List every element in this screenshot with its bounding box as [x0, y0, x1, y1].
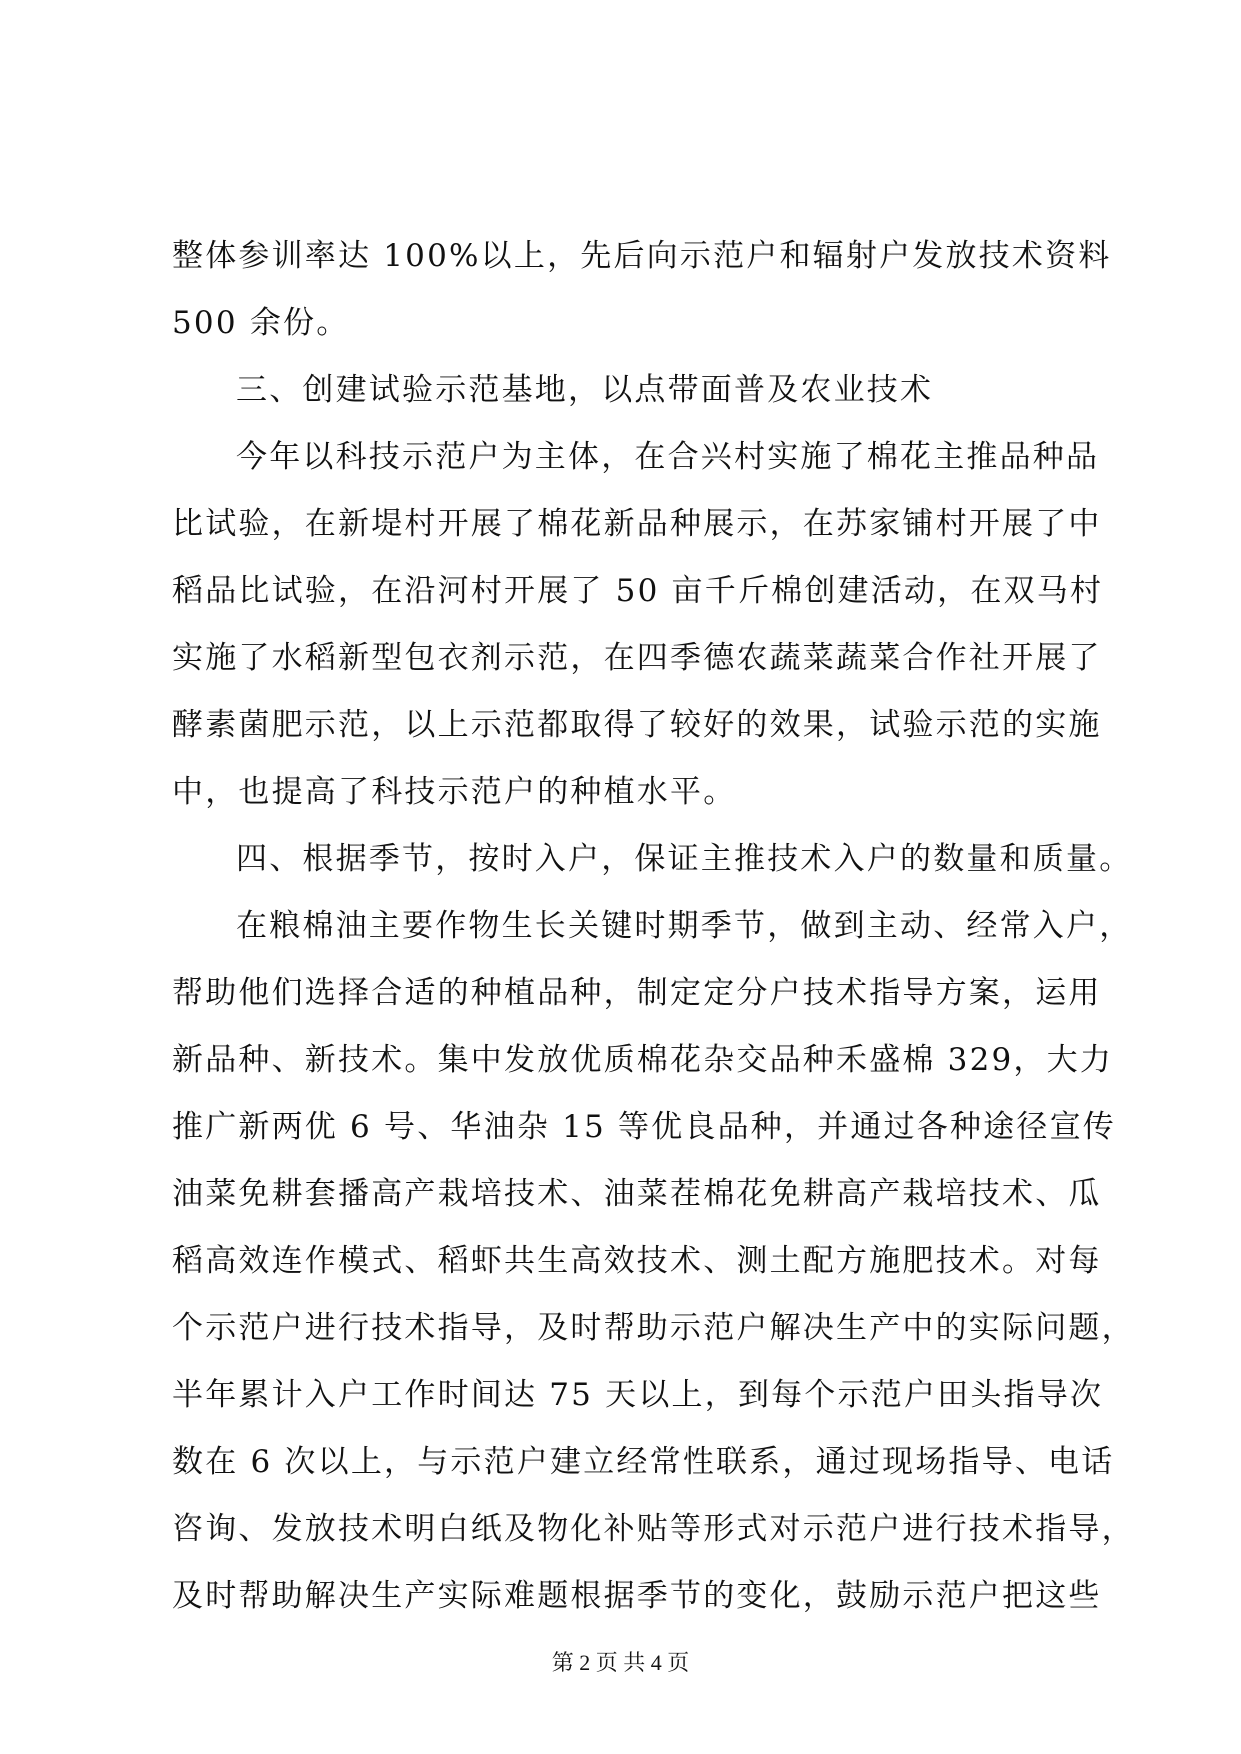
section-heading: 三、创建试验示范基地，以点带面普及农业技术: [236, 372, 934, 408]
text-line: 实施了水稻新型包衣剂示范，在四季德农蔬菜蔬菜合作社开展了: [172, 640, 1102, 676]
text-line: 500 余份。: [172, 305, 350, 341]
text-line: 数在 6 次以上，与示范户建立经常性联系，通过现场指导、电话: [172, 1444, 1115, 1480]
page-footer: 第 2 页 共 4 页: [551, 1650, 690, 1675]
text-line: 帮助他们选择合适的种植品种，制定定分户技术指导方案，运用: [172, 975, 1102, 1011]
text-line: 比试验，在新堤村开展了棉花新品种展示，在苏家铺村开展了中: [172, 506, 1102, 542]
text-line: 及时帮助解决生产实际难题根据季节的变化，鼓励示范户把这些: [172, 1578, 1102, 1614]
text-line: 半年累计入户工作时间达 75 天以上，到每个示范户田头指导次: [172, 1377, 1104, 1413]
text-line: 中，也提高了科技示范户的种植水平。: [172, 774, 737, 810]
text-line: 稻品比试验，在沿河村开展了 50 亩千斤棉创建活动，在双马村: [172, 573, 1104, 609]
text-line: 在粮棉油主要作物生长关键时期季节，做到主动、经常入户，: [236, 908, 1133, 944]
text-line: 新品种、新技术。集中发放优质棉花杂交品种禾盛棉 329，大力: [172, 1042, 1114, 1078]
text-line: 稻高效连作模式、稻虾共生高效技术、测土配方施肥技术。对每: [172, 1243, 1102, 1279]
text-line: 酵素菌肥示范，以上示范都取得了较好的效果，试验示范的实施: [172, 707, 1102, 743]
text-line: 咨询、发放技术明白纸及物化补贴等形式对示范户进行技术指导，: [172, 1511, 1135, 1547]
section-heading: 四、根据季节，按时入户，保证主推技术入户的数量和质量。: [236, 841, 1133, 877]
text-line: 推广新两优 6 号、华油杂 15 等优良品种，并通过各种途径宣传: [172, 1109, 1116, 1145]
text-line: 今年以科技示范户为主体，在合兴村实施了棉花主推品种品: [236, 439, 1100, 475]
text-line: 整体参训率达 100%以上，先后向示范户和辐射户发放技术资料: [172, 238, 1112, 274]
text-line: 油菜免耕套播高产栽培技术、油菜茬棉花免耕高产栽培技术、瓜: [172, 1176, 1102, 1212]
text-line: 个示范户进行技术指导，及时帮助示范户解决生产中的实际问题，: [172, 1310, 1135, 1346]
